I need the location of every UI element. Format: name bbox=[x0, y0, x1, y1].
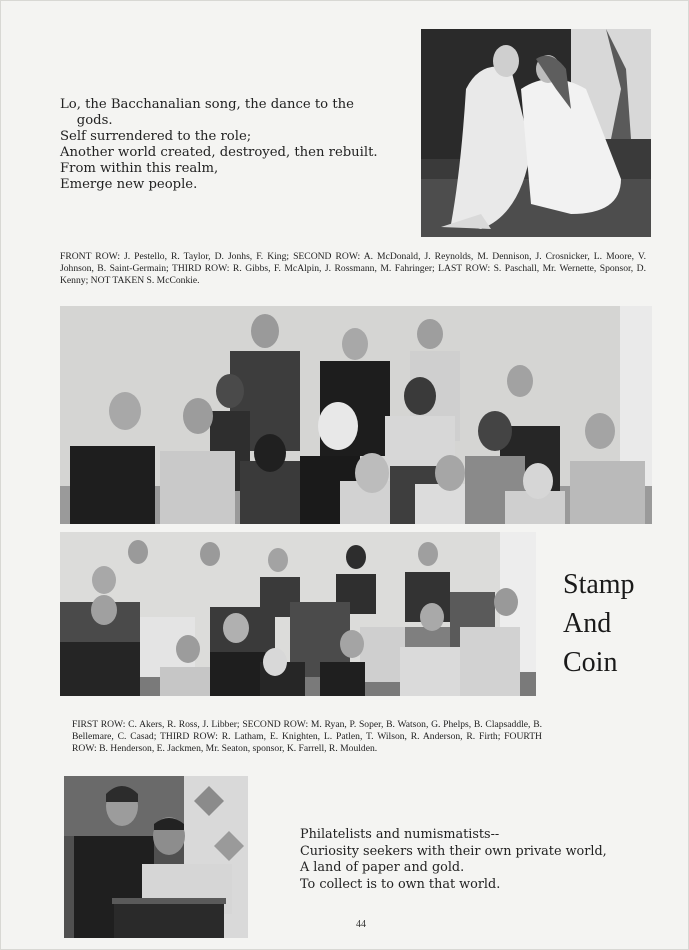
page-number: 44 bbox=[356, 919, 366, 930]
club-title-line: Coin bbox=[563, 647, 618, 678]
club-title bbox=[563, 565, 673, 682]
stamp-coin-members-photo bbox=[64, 776, 248, 938]
poem-line: gods. bbox=[60, 113, 113, 128]
poem-line: Emerge new people. bbox=[60, 177, 198, 192]
poem-line: Self surrendered to the role; bbox=[60, 129, 252, 144]
poem-line: A land of paper and gold. bbox=[300, 860, 465, 875]
club-title-line: And bbox=[563, 608, 612, 639]
poem-line: Lo, the Bacchanalian song, the dance to the bbox=[60, 97, 354, 112]
drama-group-photo bbox=[60, 306, 652, 524]
poem-line: Curiosity seekers with their own private world, bbox=[300, 843, 607, 859]
drama-performance-photo bbox=[421, 29, 651, 237]
poem-line: To collect is to own that world. bbox=[300, 876, 501, 892]
poem-line: Another world created, destroyed, then rebuilt. bbox=[60, 145, 378, 160]
club-title-line: Stamp bbox=[563, 569, 635, 600]
stamp-coin-poem bbox=[300, 827, 660, 893]
drama-poem bbox=[60, 97, 410, 193]
stamp-coin-group-photo bbox=[60, 532, 536, 696]
drama-club-caption: FRONT ROW: J. Pestello, R. Taylor, D. Jonhs, F. King; SECOND ROW: A. McDonald, J. Reynolds, M. Dennison, J. Crosnicker, L. Moore, V. Johnson, B. Saint-Germain; THIRD ROW: R. Gibbs, F. McAlpin, J. Rossmann, M. Fahringer; LAST ROW: S. Paschall, Mr. Wernette, Sponsor, D. Kenny; NOT TAKEN S. McConkie. bbox=[60, 251, 646, 286]
poem-line: From within this realm, bbox=[60, 161, 219, 176]
stamp-coin-caption: FIRST ROW: C. Akers, R. Ross, J. Libber; SECOND ROW: M. Ryan, P. Soper, B. Watson, G. Phelps, B. Clapsaddle, B. Bellemare, C. Casad; THIRD ROW: R. Latham, E. Knighten, L. Patlen, T. Wilson, R. Anderson, R. Firth; FOURTH ROW: B. Henderson, E. Jackmen, Mr. Seaton, sponsor, K. Farrell, R. Moulden. bbox=[72, 719, 542, 754]
poem-line: Philatelists and numismatists-- bbox=[300, 827, 500, 842]
